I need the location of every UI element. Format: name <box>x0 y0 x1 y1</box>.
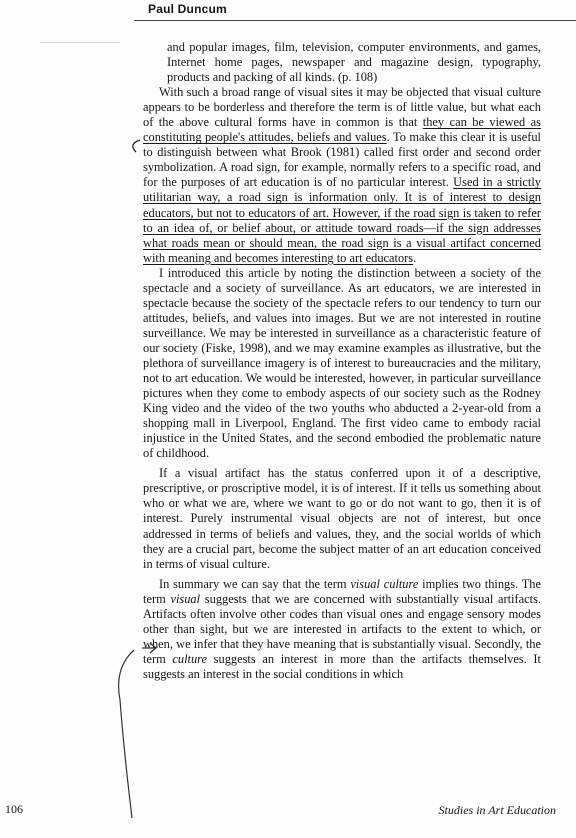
block-quote: and popular images, film, television, computer environments, and games, Internet home pages, newspaper and magazine design, typography, products and packing of all kinds. (p. 108) <box>167 40 541 85</box>
p1-text-c: . <box>413 250 417 265</box>
paragraph-summary <box>143 577 541 682</box>
bracket-mark-upper <box>133 140 140 152</box>
p1-text-b: . To make this clear it is useful to distinguish between what Brook (1981) called first order and second order symbolization. A road sign, for example, normally refers to a specific road, and for the purposes of art education is of no particular interest. <box>143 130 541 190</box>
p4-text-d: suggests an interest in more than the artifacts themselves. It suggests an interest in the social conditions in which <box>143 651 541 681</box>
running-header-author: Paul Duncum <box>148 2 227 16</box>
p4-em-visual: visual <box>170 591 201 606</box>
p4-text-c: suggests that we are concerned with substantially visual artifacts. Artifacts often involve other codes than visual ones and engage sensory modes other than sight, but we are interested in artifacts to the extent to which, or when, we infer that they have meaning that is substantially visual. Secondly, the term <box>143 591 541 666</box>
p1-underlined-road-sign: Used in a strictly utilitarian way, a road sign is information only. It is of interest to design educators, but not to educators of art. However, if the road sign is taken to refer to an idea of, or belief about, or attitude toward roads—if the sign addresses what roads mean or should mean, the road sign is a visual artifact concerned with meaning and becomes interesting to art educators <box>143 175 541 265</box>
p1-text-a: With such a broad range of visual sites it may be objected that visual culture appears to be borderless and therefore the term is of little value, but what each of the above cultural forms have in common is that <box>143 85 541 130</box>
p4-text-a: In summary we can say that the term <box>159 576 351 591</box>
paragraph-spectacle-surveillance: I introduced this article by noting the distinction between a society of the spectacle and a society of surveillance. As art educators, we are interested in spectacle because the society of the spectacle refers to our tendency to turn our attitudes, beliefs, and values into images. But we are not interested in routine surveillance. We may be interested in surveillance as a characteristic feature of our society (Fiske, 1998), and we may examine examples as illustrative, but the plethora of surveillance imagery is of interest to bureaucracies and the military, not to art education. We would be interested, however, in particular surveillance pictures when they come to embody aspects of our society such as the Rodney King video and the video of the two youths who abducted a 2-year-old from a shopping mall in Liverpool, England. The first video came to embody racial injustice in the United States, and the second embodied the problematic nature of childhood. <box>143 265 541 461</box>
article-body <box>143 40 541 682</box>
paragraph-visual-artifact-status: If a visual artifact has the status conferred upon it of a descriptive, prescriptive, or proscriptive model, it is of interest. If it tells us something about who or what we are, where we want to go or do not want to go, then it is of interest. Purely instrumental visual objects are not of interest, but once addressed in terms of beliefs and values, they, and the social worlds of which they are a crucial part, become the subject matter of an art education conceived in terms of visual culture. <box>143 466 541 571</box>
margin-stroke-summary <box>119 650 134 818</box>
page-number: 106 <box>5 802 23 816</box>
p4-em-culture: culture <box>172 651 208 666</box>
p4-em-visual-culture: visual culture <box>350 576 419 591</box>
p1-underlined-attitudes: they can be viewed as constituting people's attitudes, beliefs and values <box>143 115 542 145</box>
paragraph-visual-culture-scope <box>143 85 541 266</box>
header-rule <box>134 20 576 21</box>
p4-text-b: implies two things. The term <box>143 576 541 606</box>
journal-title: Studies in Art Education <box>438 803 556 817</box>
faint-pencil-mark <box>40 42 120 43</box>
